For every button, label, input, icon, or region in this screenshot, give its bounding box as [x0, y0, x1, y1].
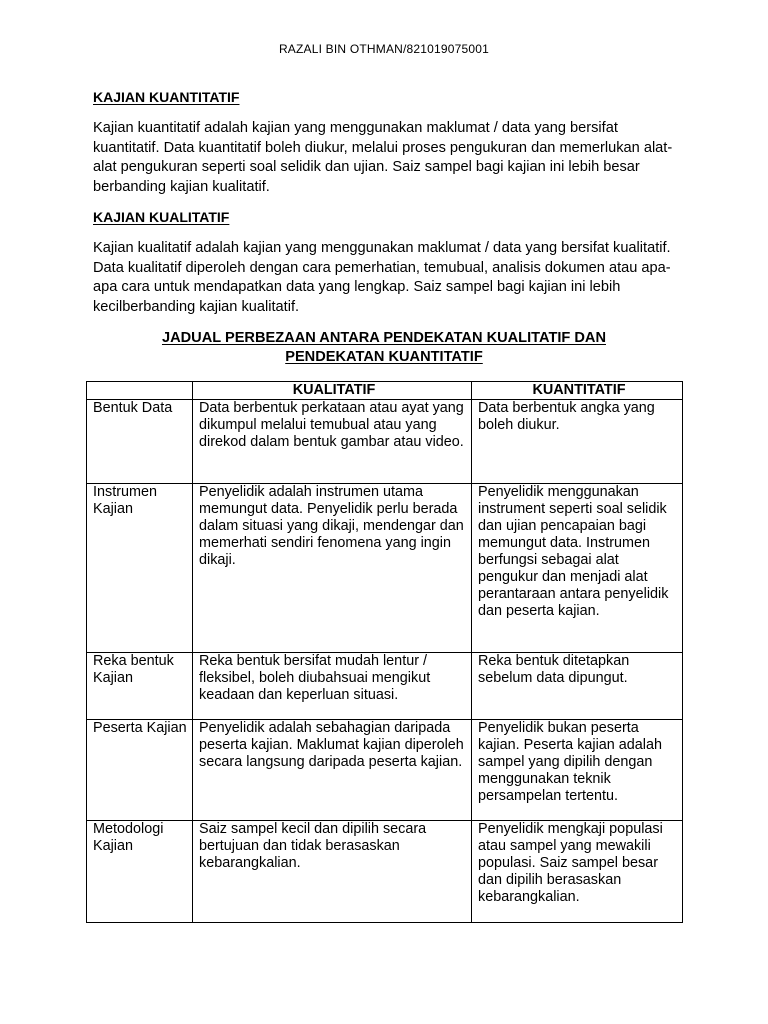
cell-kuantitatif: Penyelidik mengkaji populasi atau sampel yang mewakili populasi. Saiz sampel besar dan dipilih berasaskan kebarangkalian.	[472, 821, 683, 923]
cell-kualitatif: Saiz sampel kecil dan dipilih secara bertujuan dan tidak berasaskan kebarangkalian.	[193, 821, 472, 923]
paragraph-kajian-kualitatif: Kajian kualitatif adalah kajian yang menggunakan maklumat / data yang bersifat kualitatif. Data kualitatif diperoleh dengan cara pemerhatian, temubual, analisis dokumen atau apa-apa cara untuk mendapatkan data yang lengkap. Saiz sampel bagi kajian ini lebih kecilberbanding kajian kualitatif.	[93, 240, 671, 315]
table-row	[87, 720, 683, 821]
row-label: Reka bentuk Kajian	[87, 653, 193, 720]
row-label: Peserta Kajian	[87, 720, 193, 821]
row-label: Instrumen Kajian	[87, 484, 193, 653]
comparison-table	[86, 381, 683, 923]
column-header-blank	[87, 382, 193, 400]
cell-kuantitatif: Data berbentuk angka yang boleh diukur.	[472, 400, 683, 484]
cell-kualitatif: Penyelidik adalah instrumen utama memungut data. Penyelidik perlu berada dalam situasi yang dikaji, mendengar dan memerhati sendiri fenomena yang ingin dikaji.	[193, 484, 472, 653]
table-title	[0, 329, 768, 367]
table-row	[87, 821, 683, 923]
table-title-line-1: JADUAL PERBEZAAN ANTARA PENDEKATAN KUALITATIF DAN	[161, 330, 606, 346]
heading-kajian-kualitatif: KAJIAN KUALITATIF	[93, 209, 230, 225]
cell-kuantitatif: Penyelidik bukan peserta kajian. Peserta kajian adalah sampel yang dipilih dengan menggunakan teknik persampelan tertentu.	[472, 720, 683, 821]
row-label: Bentuk Data	[87, 400, 193, 484]
table-row	[87, 484, 683, 653]
table-row	[87, 653, 683, 720]
page-header: RAZALI BIN OTHMAN/821019075001	[278, 42, 490, 56]
cell-kualitatif: Penyelidik adalah sebahagian daripada peserta kajian. Maklumat kajian diperoleh secara langsung daripada peserta kajian.	[193, 720, 472, 821]
column-header-kuantitatif: KUANTITATIF	[472, 382, 683, 400]
cell-kualitatif: Reka bentuk bersifat mudah lentur / fleksibel, boleh diubahsuai mengikut keadaan dan keperluan situasi.	[193, 653, 472, 720]
cell-kuantitatif: Penyelidik menggunakan instrument seperti soal selidik dan ujian pencapaian bagi memungut data. Instrumen berfungsi sebagai alat pengukur dan menjadi alat perantaraan antara penyelidik dan peserta kajian.	[472, 484, 683, 653]
table-title-line-2: PENDEKATAN KUANTITATIF	[285, 349, 483, 365]
row-label: Metodologi Kajian	[87, 821, 193, 923]
table-header-row	[87, 382, 683, 400]
cell-kuantitatif: Reka bentuk ditetapkan sebelum data dipungut.	[472, 653, 683, 720]
column-header-kualitatif: KUALITATIF	[193, 382, 472, 400]
heading-kajian-kuantitatif: KAJIAN KUANTITATIF	[93, 89, 240, 105]
paragraph-kajian-kuantitatif: Kajian kuantitatif adalah kajian yang menggunakan maklumat / data yang bersifat kuantitatif. Data kuantitatif boleh diukur, melalui proses pengukuran dan memerlukan alat-alat pengukuran seperti soal selidik dan ujian. Saiz sampel bagi kajian ini lebih besar berbanding kajian kualitatif.	[93, 120, 673, 195]
table-row	[87, 400, 683, 484]
cell-kualitatif: Data berbentuk perkataan atau ayat yang dikumpul melalui temubual atau yang direkod dalam bentuk gambar atau video.	[193, 400, 472, 484]
